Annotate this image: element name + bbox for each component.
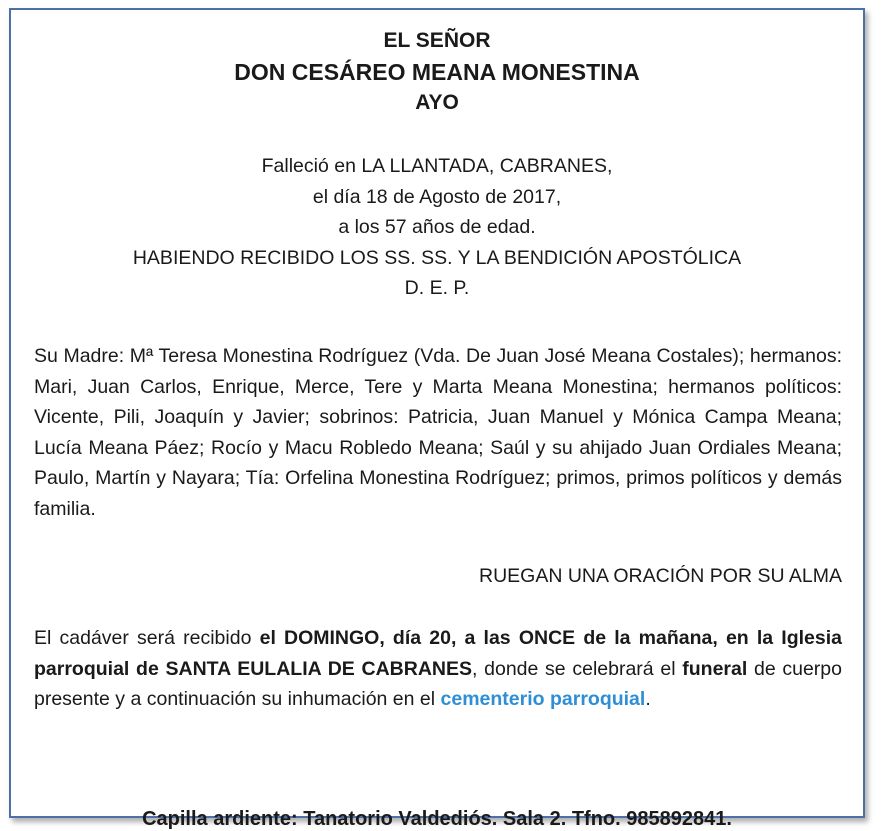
death-info (11, 151, 863, 304)
funeral-text-4: . (645, 688, 651, 711)
funeral-text-3: de cuerpo presente y a continuación su inhumación en el (34, 657, 842, 711)
death-place: Falleció en LA LLANTADA, CABRANES, (261, 155, 613, 177)
sacraments-line: HABIENDO RECIBIDO LOS SS. SS. Y LA BENDICIÓN APOSTÓLICA (132, 246, 742, 269)
chapel-info: Capilla ardiente: Tanatorio Valdediós. Sala 2. Tfno. 985892841. (142, 808, 732, 830)
funeral-text-2: , donde se celebrará el (472, 657, 683, 680)
prayer-request: RUEGAN UNA ORACIÓN POR SU ALMA (479, 565, 842, 587)
cemetery-link[interactable]: cementerio parroquial (440, 688, 646, 711)
death-age: a los 57 años de edad. (338, 216, 536, 239)
deceased-name: DON CESÁREO MEANA MONESTINA (234, 59, 640, 85)
obituary-card (9, 8, 865, 830)
header-subtitle: AYO (415, 91, 459, 114)
funeral-text-1: El cadáver será recibido (34, 627, 260, 649)
funeral-paragraph (34, 623, 842, 715)
funeral-word: funeral (682, 657, 748, 680)
rip-line: D. E. P. (404, 277, 470, 300)
family-paragraph: Su Madre: Mª Teresa Monestina Rodríguez (Vda. De Juan José Meana Costales); hermanos: Mari, Juan Carlos, Enrique, Merce, Tere y Marta Meana Monestina; hermanos políticos: Vicente, Pili, Joaquín y Javier; sobrinos: Patricia, Juan Manuel y Mónica Campa Meana; Lucía Meana Páez; Rocío y Macu Robledo Meana; Saúl y su ahijado Juan Ordiales Meana; Paulo, Martín y Nayara; Tía: Orfelina Monestina Rodríguez; primos, primos políticos y demás familia. (34, 345, 842, 520)
header-title: EL SEÑOR (383, 29, 491, 52)
funeral-datetime-place: el DOMINGO, día 20, a las ONCE de la mañana, en la Iglesia parroquial de SANTA EULALIA DE CABRANES (34, 627, 842, 680)
death-date: el día 18 de Agosto de 2017, (312, 185, 562, 208)
